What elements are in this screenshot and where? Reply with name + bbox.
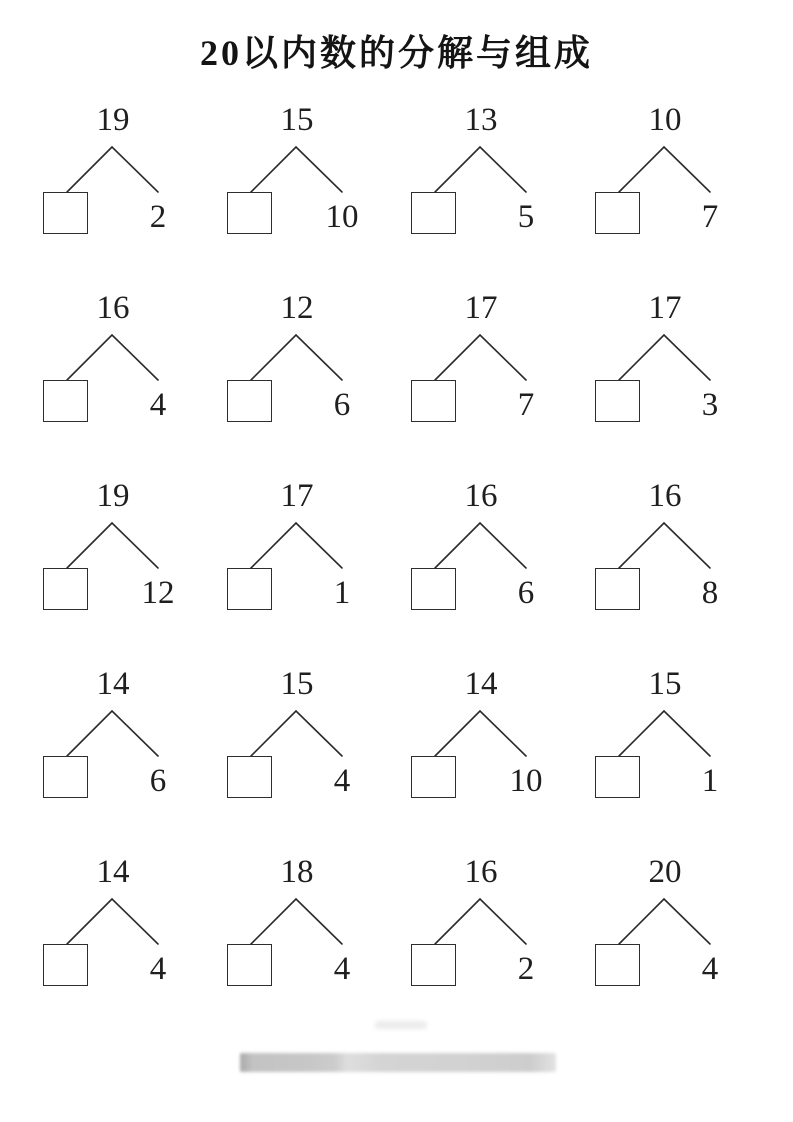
whole-number: 16 <box>648 478 682 515</box>
whole-number: 17 <box>648 290 682 327</box>
given-part-number: 6 <box>517 575 535 612</box>
whole-number: 15 <box>280 102 314 139</box>
given-part-number: 7 <box>701 199 719 236</box>
number-bond-problem <box>408 290 592 429</box>
number-bond-problem <box>408 854 592 993</box>
given-part-number: 1 <box>701 763 719 800</box>
whole-number: 14 <box>464 666 498 703</box>
given-part-number: 4 <box>333 763 351 800</box>
number-bond-problem <box>592 102 776 241</box>
answer-box[interactable] <box>227 192 272 234</box>
whole-number: 12 <box>280 290 314 327</box>
whole-number: 14 <box>96 854 130 891</box>
worksheet-title: 20以内数的分解与组成 <box>199 33 593 73</box>
whole-number: 18 <box>280 854 314 891</box>
given-part-number: 6 <box>333 387 351 424</box>
whole-number: 17 <box>464 290 498 327</box>
answer-box[interactable] <box>595 192 640 234</box>
number-bond-problem <box>592 290 776 429</box>
given-part-number: 4 <box>701 951 719 988</box>
whole-number: 19 <box>96 102 130 139</box>
whole-number: 20 <box>648 854 682 891</box>
given-part-number: 8 <box>701 575 719 612</box>
number-bond-problem <box>224 666 408 805</box>
answer-box[interactable] <box>227 756 272 798</box>
given-part-number: 2 <box>517 951 535 988</box>
given-part-number: 10 <box>509 763 543 800</box>
given-part-number: 7 <box>517 387 535 424</box>
answer-box[interactable] <box>411 380 456 422</box>
given-part-number: 4 <box>149 951 167 988</box>
whole-number: 19 <box>96 478 130 515</box>
number-bond-problem <box>408 102 592 241</box>
number-bond-problem <box>408 478 592 617</box>
given-part-number: 6 <box>149 763 167 800</box>
answer-box[interactable] <box>595 380 640 422</box>
given-part-number: 2 <box>149 199 167 236</box>
whole-number: 14 <box>96 666 130 703</box>
answer-box[interactable] <box>227 380 272 422</box>
faint-smudge <box>375 1021 427 1029</box>
whole-number: 16 <box>96 290 130 327</box>
answer-box[interactable] <box>43 568 88 610</box>
number-bond-problem <box>40 478 224 617</box>
whole-number: 17 <box>280 478 314 515</box>
number-bond-problem <box>40 854 224 993</box>
answer-box[interactable] <box>411 944 456 986</box>
number-bond-problem <box>40 666 224 805</box>
answer-box[interactable] <box>43 192 88 234</box>
answer-box[interactable] <box>595 756 640 798</box>
number-bond-problem <box>224 854 408 993</box>
answer-box[interactable] <box>595 944 640 986</box>
answer-box[interactable] <box>43 944 88 986</box>
given-part-number: 4 <box>333 951 351 988</box>
answer-box[interactable] <box>43 380 88 422</box>
given-part-number: 1 <box>333 575 351 612</box>
whole-number: 15 <box>280 666 314 703</box>
answer-box[interactable] <box>411 568 456 610</box>
answer-box[interactable] <box>411 192 456 234</box>
answer-box[interactable] <box>43 756 88 798</box>
whole-number: 16 <box>464 854 498 891</box>
number-bond-problem <box>592 478 776 617</box>
number-bond-problem <box>408 666 592 805</box>
number-bond-problem <box>224 478 408 617</box>
given-part-number: 12 <box>141 575 175 612</box>
given-part-number: 10 <box>325 199 359 236</box>
number-bond-problem <box>592 666 776 805</box>
whole-number: 10 <box>648 102 682 139</box>
number-bond-problem <box>592 854 776 993</box>
given-part-number: 3 <box>701 387 719 424</box>
whole-number: 15 <box>648 666 682 703</box>
given-part-number: 4 <box>149 387 167 424</box>
number-bond-problem <box>224 102 408 241</box>
number-bond-problem <box>40 290 224 429</box>
problems-grid <box>40 102 793 993</box>
number-bond-problem <box>224 290 408 429</box>
number-bond-problem <box>40 102 224 241</box>
answer-box[interactable] <box>227 568 272 610</box>
whole-number: 13 <box>464 102 498 139</box>
whole-number: 16 <box>464 478 498 515</box>
blurred-watermark <box>240 1053 556 1072</box>
answer-box[interactable] <box>227 944 272 986</box>
given-part-number: 5 <box>517 199 535 236</box>
answer-box[interactable] <box>595 568 640 610</box>
answer-box[interactable] <box>411 756 456 798</box>
